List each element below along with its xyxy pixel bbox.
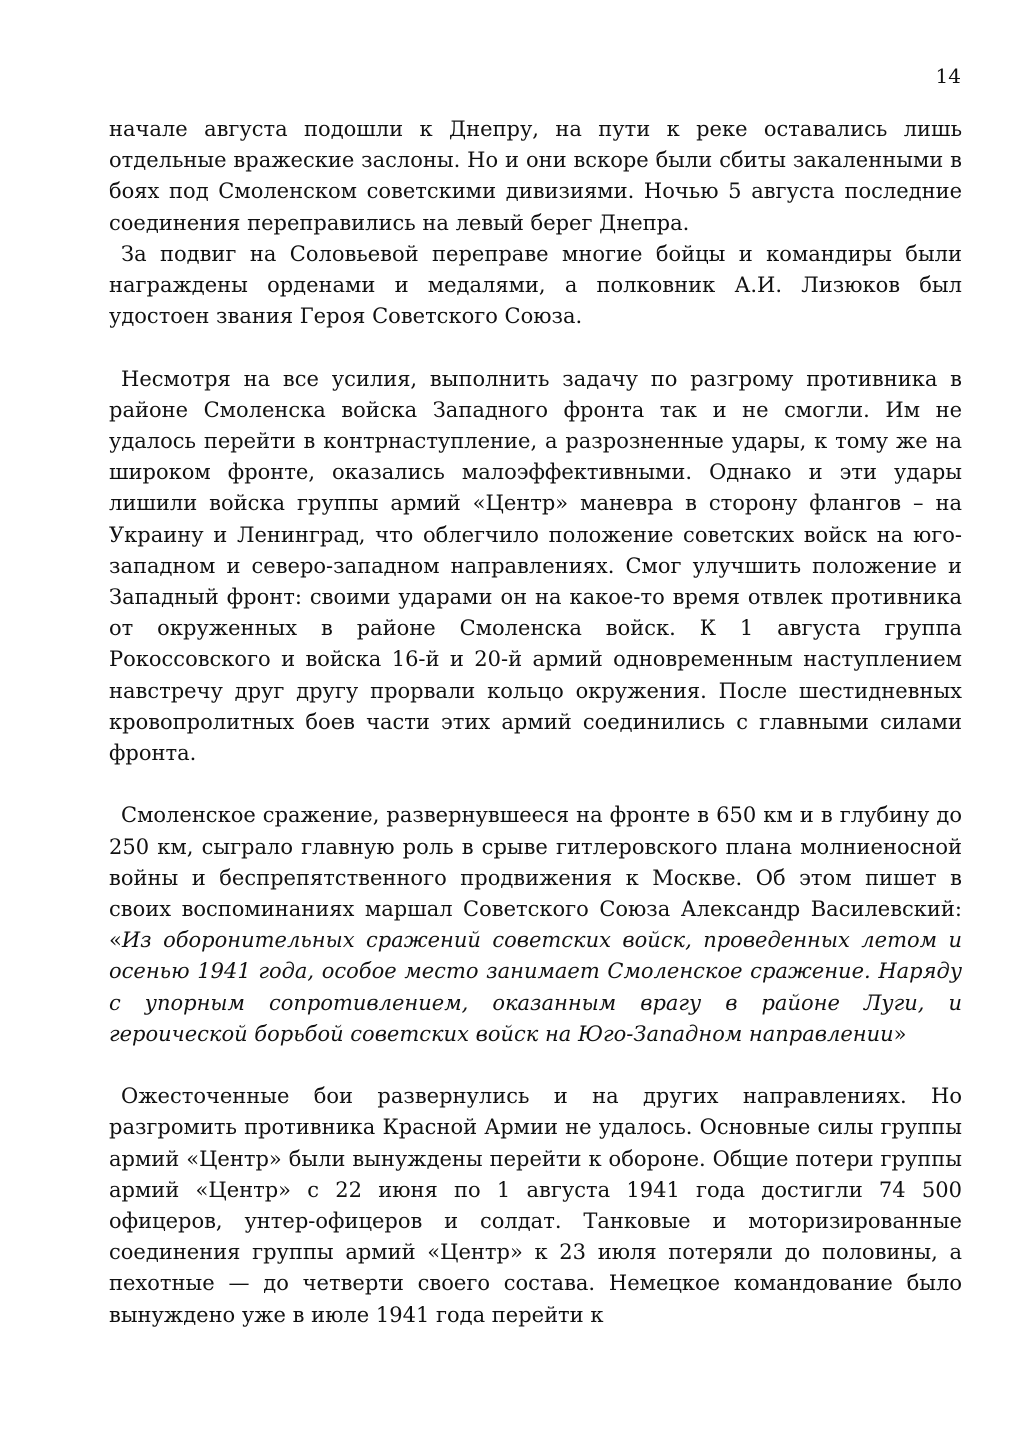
paragraph-4-intro: Смоленское сражение, развернувшееся на фронте в 650 км и в глубину до 250 км, сыграло главную роль в срыве гитлеровского плана молниеносной войны и беспрепятственного продвижения к Москве. Об этом пишет в своих воспоминаниях маршал Советского Союза Александр Василевский: « — [109, 803, 962, 953]
body-text — [109, 114, 962, 1331]
paragraph-5: Ожесточенные бои развернулись и на других направлениях. Но разгромить противника Красной Армии не удалось. Основные силы группы армий «Центр» были вынуждены перейти к обороне. Общие потери группы армий «Центр» с 22 июня по 1 августа 1941 года достигли 74 500 офицеров, унтер-офицеров и солдат. Танковые и моторизированные соединения группы армий «Центр» к 23 июля потеряли до половины, а пехотные — до четверти своего состава. Немецкое командование было вынуждено уже в июле 1941 года перейти к — [109, 1084, 962, 1327]
paragraph-3: Несмотря на все усилия, выполнить задачу по разгрому противника в районе Смоленска войска Западного фронта так и не смогли. Им не удалось перейти в контрнаступление, а разрозненные удары, к тому же на широком фронте, оказались малоэффективными. Однако и эти удары лишили войска группы армий «Центр» маневра в сторону флангов – на Украину и Ленинград, что облегчило положение советских войск на юго-западном и северо-западном направлениях. Смог улучшить положение и Западный фронт: своими ударами он на какое-то время отвлек противника от окруженных в районе Смоленска войск. К 1 августа группа Рокоссовского и войска 16-й и 20-й армий одновременным наступлением навстречу друг другу прорвали кольцо окружения. После шестидневных кровопролитных боев части этих армий соединились с главными силами фронта. — [109, 366, 962, 766]
quote-vasilevsky: Из оборонительных сражений советских войск, проведенных летом и осенью 1941 года, особое место занимает Смоленское сражение. Наряду с упорным сопротивлением, оказанным врагу в районе Луги, и героической борьбой советских войск на Юго-Западном направлении — [109, 928, 962, 1046]
paragraph-2: За подвиг на Соловьевой переправе многие бойцы и командиры были награждены орденами и медалями, а полковник А.И. Лизюков был удостоен звания Героя Советского Союза. — [109, 241, 962, 329]
paragraph-4 — [109, 800, 962, 1050]
page-number: 14 — [935, 64, 961, 88]
quote-close-mark: » — [893, 1021, 907, 1046]
paragraph-1: начале августа подошли к Днепру, на пути к реке оставались лишь отдельные вражеские заслоны. Но и они вскоре были сбиты закаленными в боях под Смоленском советскими дивизиями. Ночью 5 августа последние соединения переправились на левый берег Днепра. — [109, 117, 962, 235]
